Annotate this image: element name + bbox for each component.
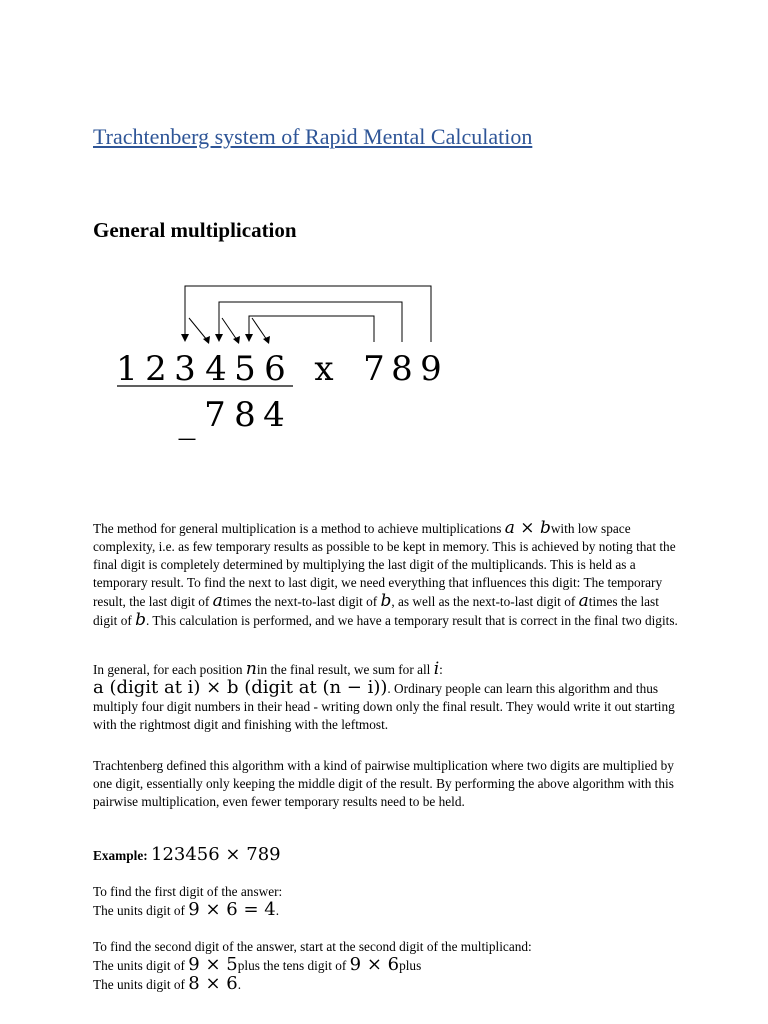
diagonal-arrow-2 xyxy=(222,318,237,340)
result-digit: 8 xyxy=(234,395,256,435)
multiplicand-digit: 1 xyxy=(116,349,138,389)
result-digit: 4 xyxy=(263,395,285,435)
summation-formula: a (digit at i) × b (digit at (n − i)) xyxy=(93,677,388,698)
document-title: Trachtenberg system of Rapid Mental Calculation xyxy=(93,124,533,149)
multiplicand-digit: 4 xyxy=(205,349,227,389)
connector-lines xyxy=(185,286,431,342)
arrow-heads xyxy=(181,334,270,344)
paragraph-general: In general, for each position nin the final result, we sum for all i: a (digit at i) × b (digit at (n − i)). Ordinary people can learn this algorithm and thus multiply four digit numbers in their head - writing down only the final result. They would write it out starting with the rightmost digit and finishing with the leftmost. xyxy=(93,659,675,732)
result-digit: 7 xyxy=(204,395,226,435)
times-operator: x xyxy=(314,349,334,389)
example-line xyxy=(93,846,683,865)
arrow-head-3 xyxy=(245,334,253,342)
multiplicand-digit: 2 xyxy=(145,349,167,389)
example-expression: 123456 × 789 xyxy=(151,844,281,865)
multiplication-diagram xyxy=(0,270,768,450)
step-first-digit: To find the first digit of the answer: The units digit of 9 × 6 = 4. xyxy=(93,884,283,920)
multiplicand-digit: 3 xyxy=(174,349,196,389)
arrow-head-2 xyxy=(215,334,223,342)
arrow-head-1 xyxy=(181,334,189,342)
step-second-digit: To find the second digit of the answer, start at the second digit of the multiplicand: The units digit of 9 × 5plus the tens digit of 9 × 6plus The units digit of 8 × 6. xyxy=(93,939,532,994)
connector-9-to-1 xyxy=(185,286,431,342)
arrow-head-6 xyxy=(263,336,270,344)
example-label: Example: xyxy=(93,848,151,863)
multiplier-digit: 7 xyxy=(363,349,385,389)
section-heading: General multiplication xyxy=(93,218,297,242)
multiplicand-digit: 6 xyxy=(264,349,286,389)
multiplicand-digit: 5 xyxy=(234,349,256,389)
arrow-head-4 xyxy=(203,336,210,344)
result-blank: _ xyxy=(178,401,196,441)
multiplier-digit: 8 xyxy=(391,349,413,389)
paragraph-method: The method for general multiplication is a method to achieve multiplications a × bwith low space complexity, i.e. as few temporary results as possible to be kept in memory. This is achieved by noting that the final digit is completely determined by multiplying the last digit of the multiplicands. This is held as a temporary result. To find the next to last digit, we need everything that influences this digit: The temporary result, the last digit of atimes the next-to-last digit of b, as well as the next-to-last digit of atimes the last digit of b. This calculation is performed, and we have a temporary result that is correct in the final two digits. xyxy=(93,518,678,630)
paragraph-trachtenberg: Trachtenberg defined this algorithm with a kind of pairwise multiplication where two digits are multiplied by one digit, essentially only keeping the middle digit of the result. By performing the above algorithm with this pairwise multiplication, even fewer temporary results need to be held. xyxy=(93,758,674,809)
diagonal-arrow-3 xyxy=(252,318,267,340)
multiplier-digit: 9 xyxy=(420,349,442,389)
arrow-head-5 xyxy=(233,336,240,344)
diagonal-arrow-1 xyxy=(189,318,207,340)
